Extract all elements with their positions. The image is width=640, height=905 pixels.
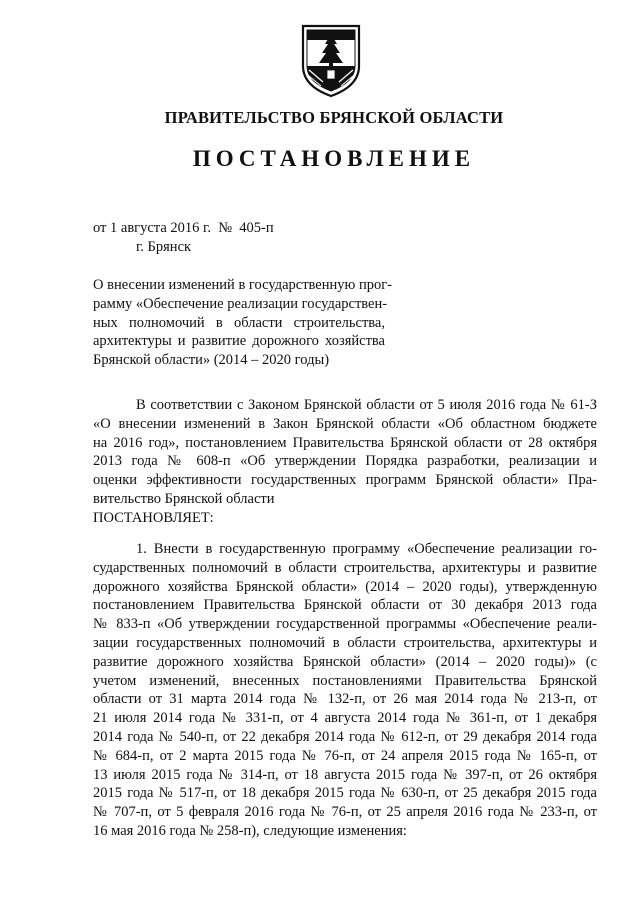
- clause-line: области от 31 марта 2014 года № 132-п, от 26 мая 2014 года № 213-п, от: [93, 691, 597, 708]
- clause-line: 13 июля 2015 года № 314-п, от 18 августа 2015 года № 397-п, от 26 октября: [93, 766, 597, 783]
- clause-line: зации государственных полномочий в области строительства, архитектуры и: [93, 634, 597, 651]
- clause-line: 21 июля 2014 года № 331-п, от 4 августа 2014 года № 361-п, от 1 декабря: [93, 710, 597, 727]
- clause-line: развитие дорожного хозяйства Брянской области» (2014 – 2020 годы)» (с: [93, 653, 597, 670]
- clause-line: постановлением Правительства Брянской области от 30 декабря 2013 года: [93, 597, 597, 614]
- organization-title: ПРАВИТЕЛЬСТВО БРЯНСКОЙ ОБЛАСТИ: [164, 108, 504, 127]
- preamble-line: 2013 года № 608-п «Об утверждении Порядка разработки, реализации и: [93, 453, 597, 470]
- document-type-title: ПОСТАНОВЛЕНИЕ: [192, 146, 476, 171]
- document-subject: [93, 276, 392, 370]
- preamble-line: В соответствии с Законом Брянской области от 5 июля 2016 года № 61-З: [136, 397, 597, 413]
- subject-line: ных полномочий в области строительства,: [93, 314, 385, 331]
- preamble-paragraph: [93, 396, 597, 528]
- date-and-number: от 1 августа 2016 г. № 405-п: [93, 220, 274, 236]
- subject-line: Брянской области» (2014 – 2020 годы): [93, 352, 330, 369]
- coat-of-arms-icon: [299, 20, 363, 98]
- preamble-line: вительство Брянской области: [93, 490, 275, 507]
- subject-line: рамму «Обеспечение реализации государствен-: [93, 295, 388, 312]
- resolves-heading: ПОСТАНОВЛЯЕТ:: [93, 509, 214, 526]
- clause-line: сударственных полномочий в области строительства, архитектуры и развитие: [93, 559, 597, 576]
- preamble-line: оценки эффективности государственных программ Брянской области» Пра-: [93, 472, 597, 489]
- clause-line: дорожного хозяйства Брянской области» (2014 – 2020 годы), утвержденную: [93, 578, 597, 595]
- clause-line: 2014 года № 540-п, от 22 декабря 2014 года № 612-п, от 29 декабря 2014 года: [93, 728, 597, 745]
- city: г. Брянск: [136, 239, 192, 255]
- subject-line: О внесении изменений в государственную прог-: [93, 277, 392, 293]
- clause-line: 2015 года № 517-п, от 18 декабря 2015 года № 630-п, от 25 декабря 2015 года: [93, 785, 597, 802]
- clause-line: 16 мая 2016 года № 258-п), следующие изменения:: [93, 822, 407, 839]
- clause-line: № 684-п, от 2 марта 2015 года № 76-п, от 24 апреля 2015 года № 165-п, от: [93, 747, 597, 764]
- preamble-line: «О внесении изменений в Закон Брянской области «Об областном бюджете: [93, 415, 597, 432]
- clause-line: № 707-п, от 5 февраля 2016 года № 76-п, от 25 апреля 2016 года № 233-п, от: [93, 804, 597, 821]
- clause-line: учетом изменений, внесенных постановлениями Правительства Брянской: [93, 672, 597, 689]
- clause-line: 1. Внести в государственную программу «Обеспечение реализации го-: [136, 541, 597, 557]
- clause-1-paragraph: [93, 540, 597, 841]
- preamble-line: на 2016 год», постановлением Правительства Брянской области от 28 октября: [93, 434, 597, 451]
- clause-line: № 833-п «Об утверждении государственной программы «Обеспечение реали-: [93, 616, 597, 633]
- subject-line: архитектуры и развитие дорожного хозяйства: [93, 333, 385, 350]
